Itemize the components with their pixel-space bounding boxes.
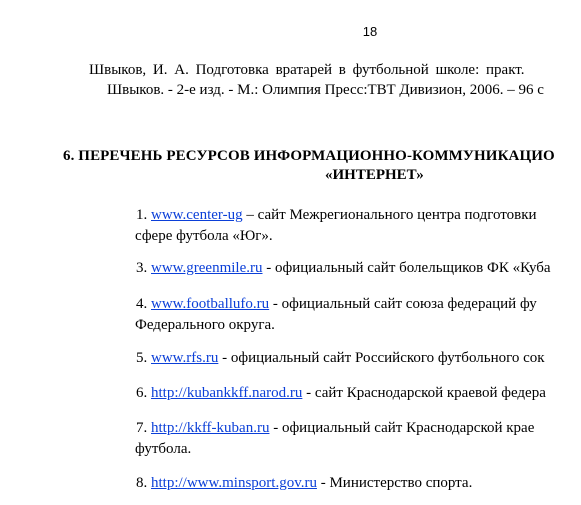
resource-item-3 [136,258,551,279]
resource-item-7 [136,418,534,460]
bibliography-line-1: Швыков, И. А. Подготовка вратарей в футбольной школе: практ. [89,62,525,78]
page-number: 18 [362,24,378,39]
resource-continuation: футбола. [135,441,192,457]
resource-item-6 [136,383,546,404]
resource-number: 5. [136,350,148,366]
bibliography-line-2: Швыков. - 2-е изд. - М.: Олимпия Пресс:ТВТ Дивизион, 2006. – 96 с [107,82,544,98]
resource-item-8 [136,473,472,494]
resource-link-rfs[interactable]: www.rfs.ru [151,350,219,366]
resource-description: - сайт Краснодарской краевой федера [302,385,546,401]
resource-number: 1. [136,207,148,223]
section-subtitle: «ИНТЕРНЕТ» [325,167,424,183]
resource-number: 6. [136,385,148,401]
resource-item-1 [136,205,537,247]
resource-description: - официальный сайт союза федераций фу [269,296,537,312]
resource-description: - официальный сайт болельщиков ФК «Куба [262,260,551,276]
resource-number: 3. [136,260,148,276]
resource-link-kubankkff[interactable]: http://kubankkff.narod.ru [151,385,303,401]
resource-description: – сайт Межрегионального центра подготовки [242,207,537,223]
resource-description: - официальный сайт Краснодарской крае [269,420,535,436]
resource-continuation: Федерального округа. [135,317,275,333]
resource-item-5 [136,348,545,369]
resource-description: - Министерство спорта. [316,475,473,491]
resource-link-kkff-kuban[interactable]: http://kkff-kuban.ru [151,420,270,436]
resource-link-greenmile[interactable]: www.greenmile.ru [151,260,263,276]
section-title: 6. ПЕРЕЧЕНЬ РЕСУРСОВ ИНФОРМАЦИОННО-КОММУНИКАЦИО [63,148,555,164]
resource-continuation: сфере футбола «Юг». [135,228,273,244]
resource-link-minsport[interactable]: http://www.minsport.gov.ru [151,475,317,491]
resource-description: - официальный сайт Российского футбольного сок [218,350,545,366]
resource-item-4 [136,294,537,336]
resource-link-footballufo[interactable]: www.footballufo.ru [151,296,270,312]
resource-number: 7. [136,420,148,436]
resource-number: 8. [136,475,148,491]
resource-link-center-ug[interactable]: www.center-ug [151,207,243,223]
resource-number: 4. [136,296,148,312]
